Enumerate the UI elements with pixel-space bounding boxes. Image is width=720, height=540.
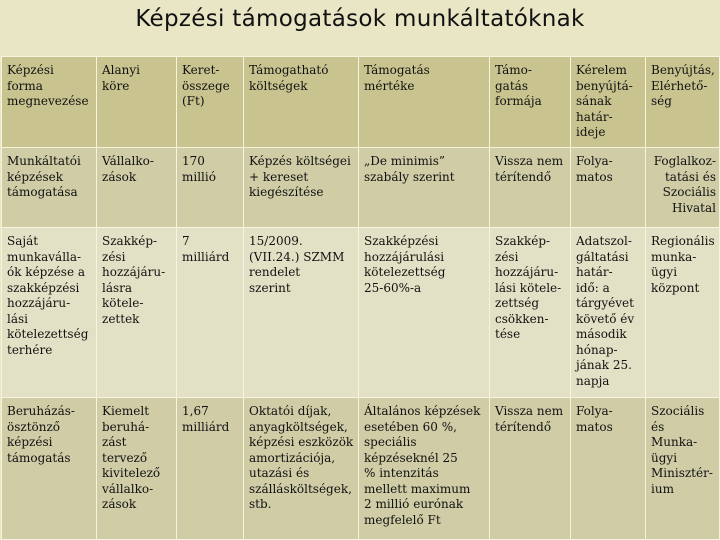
table-cell: Szociális és Munka- ügyi Minisztér- ium	[646, 398, 720, 540]
header-cell: Támogatás mértéke	[359, 57, 490, 148]
table-cell: 1,67 milliárd	[177, 398, 244, 540]
table-cell: Általános képzések esetében 60 %, speciális képzéseknél 25 % intenzitás mellett maximum 2 millió eurónak megfelelő Ft	[359, 398, 490, 540]
table-row	[2, 398, 720, 540]
table-cell: „De minimis” szabály szerint	[359, 148, 490, 228]
table-cell: Oktatói díjak, anyagköltségek, képzési eszközök amortizációja, utazási és szállásköltségek, stb.	[244, 398, 359, 540]
table-cell: Vállalko- zások	[97, 148, 177, 228]
header-cell: Támo- gatás formája	[490, 57, 571, 148]
table-cell: Képzés költségei + kereset kiegészítése	[244, 148, 359, 228]
table-cell: Regionális munka- ügyi központ	[646, 228, 720, 398]
table-cell: Folya- matos	[571, 398, 646, 540]
header-cell: Képzési forma megnevezése	[2, 57, 97, 148]
header-cell: Benyújtás, Elérhető- ség	[646, 57, 720, 148]
table-cell: Beruházás- ösztönző képzési támogatás	[2, 398, 97, 540]
table-cell: Vissza nem térítendő	[490, 148, 571, 228]
table-header-row	[2, 57, 720, 148]
header-cell: Alanyi köre	[97, 57, 177, 148]
table-cell: Adatszol- gáltatási határ- idő: a tárgyévet követő év második hónap- jának 25. napja	[571, 228, 646, 398]
table-cell: Szakkép- zési hozzájáru- lási kötele- zettség csökken- tése	[490, 228, 571, 398]
table-cell: Folya- matos	[571, 148, 646, 228]
table-cell: 15/2009. (VII.24.) SZMM rendelet szerint	[244, 228, 359, 398]
table-cell: 170 millió	[177, 148, 244, 228]
table-cell: Foglalkoz- tatási és Szociális Hivatal	[646, 148, 720, 228]
support-table	[1, 56, 720, 540]
header-cell: Keret- összege (Ft)	[177, 57, 244, 148]
table-cell: 7 milliárd	[177, 228, 244, 398]
table-cell: Szakkép- zési hozzájáru- lásra kötele- zettek	[97, 228, 177, 398]
table-cell: Saját munkaválla- ók képzése a szakképzési hozzájáru- lási kötelezettség terhére	[2, 228, 97, 398]
header-cell: Kérelem benyújtá- sának határ- ideje	[571, 57, 646, 148]
slide-title: Képzési támogatások munkáltatóknak	[135, 6, 585, 32]
table-row	[2, 148, 720, 228]
table-row	[2, 228, 720, 398]
table-cell: Vissza nem térítendő	[490, 398, 571, 540]
table-cell: Szakképzési hozzájárulási kötelezettség 25-60%-a	[359, 228, 490, 398]
header-cell: Támogatható költségek	[244, 57, 359, 148]
table-cell: Kiemelt beruhá- zást tervező kivitelező vállalko- zások	[97, 398, 177, 540]
table-cell: Munkáltatói képzések támogatása	[2, 148, 97, 228]
